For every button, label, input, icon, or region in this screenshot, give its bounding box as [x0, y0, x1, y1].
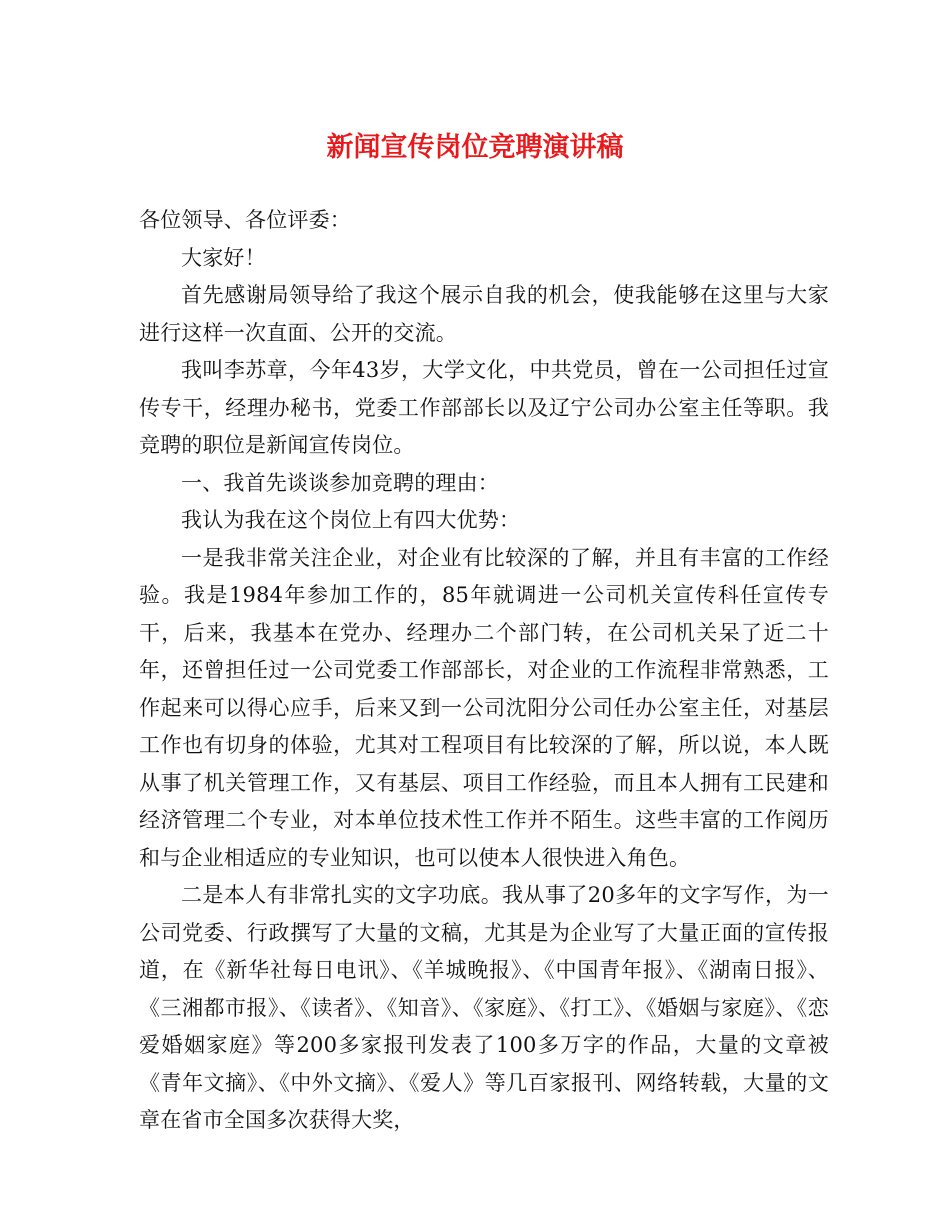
- paragraph-advantage-two: 二是本人有非常扎实的文字功底。我从事了20多年的文字写作，为一公司党委、行政撰写了大量的文稿，尤其是为企业写了大量正面的宣传报道，在《新华社每日电讯》、《羊城晚报》、《中国青年报》、《湖南日报》、《三湘都市报》、《读者》、《知音》、《家庭》、《打工》、《婚姻与家庭》、《恋爱婚姻家庭》等200多家报刊发表了100多万字的作品，大量的文章被《青年文摘》、《中外文摘》、《爱人》等几百家报刊、网络转载，大量的文章在省市全国多次获得大奖，: [139, 883, 829, 1132]
- salutation: 各位领导、各位评委：: [139, 208, 351, 232]
- paragraph-introduction: 我叫李苏章，今年43岁，大学文化，中共党员，曾在一公司担任过宣传专干，经理办秘书，党委工作部部长以及辽宁公司办公室主任等职。我竞聘的职位是新闻宣传岗位。: [139, 358, 829, 457]
- section-heading-reasons: 一、我首先谈谈参加竞聘的理由：: [181, 470, 499, 495]
- paragraph-advantages-intro: 我认为我在这个岗位上有四大优势：: [181, 508, 521, 532]
- paragraph-advantage-one: 一是我非常关注企业，对企业有比较深的了解，并且有丰富的工作经验。我是1984年参加工作的，85年就调进一公司机关宣传科任宣传专干，后来，我基本在党办、经理办二个部门转，在公司机关呆了近二十年，还曾担任过一公司党委工作部部长，对企业的工作流程非常熟悉，工作起来可以得心应手，后来又到一公司沈阳分公司任办公室主任，对基层工作也有切身的体验，尤其对工程项目有比较深的了解，所以说，本人既从事了机关管理工作，又有基层、项目工作经验，而且本人拥有工民建和经济管理二个专业，对本单位技术性工作并不陌生。这些丰富的工作阅历和与企业相适应的专业知识，也可以使本人很快进入角色。: [139, 545, 829, 870]
- greeting: 大家好！: [181, 245, 266, 270]
- document-body: [139, 202, 829, 1140]
- document-title: 新闻宣传岗位竞聘演讲稿: [326, 132, 624, 163]
- paragraph-thanks: 首先感谢局领导给了我这个展示自我的机会，使我能够在这里与大家进行这样一次直面、公开的交流。: [139, 283, 829, 345]
